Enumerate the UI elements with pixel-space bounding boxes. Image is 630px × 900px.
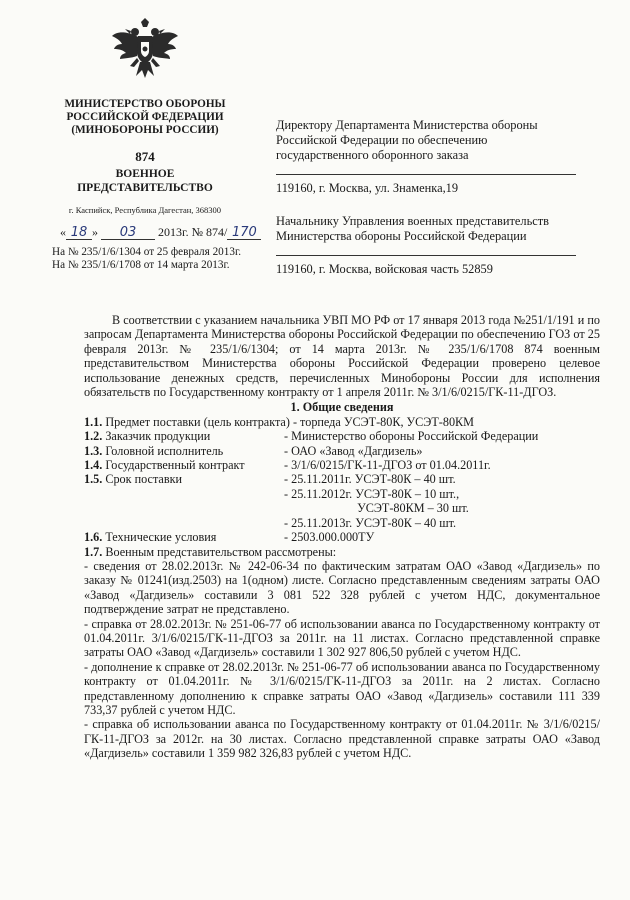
- delivery-line: УСЭТ-80КМ – 30 шт.: [284, 501, 469, 516]
- reply-reference-2: На № 235/1/6/1708 от 14 марта 2013г.: [52, 259, 230, 271]
- list-item: 1.6. Технические условия - 2503.000.000ТУ: [84, 530, 375, 545]
- outgoing-date-number: [40, 225, 257, 240]
- delivery-line: - 25.11.2013г. УСЭТ-80К – 40 шт.: [284, 515, 457, 530]
- list-item: 1.4. Государственный контракт - 3/1/6/0215/ГК-11-ДГОЗ от 01.04.2011г.: [84, 458, 491, 473]
- section-title: 1. Общие сведения: [290, 400, 394, 415]
- unit-address: г. Каспийск, Республика Дагестан, 368300: [68, 205, 222, 215]
- unit-number: 874: [135, 149, 155, 164]
- addressee-2-address: 119160, г. Москва, войсковая часть 52859: [276, 262, 493, 276]
- review-paragraph: - справка от 28.02.2013г. № 251-06-77 об использовании аванса по Государственному контракту от 01.04.2011г. 3/1/6/0215/ГК-11-ДГОЗ за 2011г. на 11 листах. Согласно представленной справке затраты ОАО «Завод «Дагдизель» составили 1 302 927 806,50 рублей с учетом НДС.: [84, 616, 600, 660]
- open-quote: «: [60, 225, 66, 239]
- divider: [276, 173, 576, 175]
- addressee-block: [276, 118, 576, 277]
- handwritten-day: 18: [66, 226, 92, 240]
- intro-paragraph: В соответствии с указанием начальника УВП МО РФ от 17 января 2013 года №251/1/191 и по запросам Департамента Министерства обороны Российской Федерации по обеспечению ГОЗ от 25 февраля 2013г. № 235/1/6/1304; от 14 марта 2013г. № 235/1/6/1708 874 военным представительством Министерства обороны Российской Федерации проверено целевое использование денежных средств, перечисленных Минобороны России для исполнения обязательств по Государственному контракту от 1 апреля 2011г. № 3/1/6/0215/ГК-11-ДГОЗ.: [84, 313, 600, 400]
- list-item: 1.5. Срок поставки - 25.11.2011г. УСЭТ-80К – 40 шт.: [84, 472, 456, 487]
- list-item: 1.1. Предмет поставки (цель контракта) - торпеда УСЭТ-80К, УСЭТ-80КМ: [84, 414, 475, 429]
- review-paragraph: - сведения от 28.02.2013г. № 242-06-34 по фактическим затратам ОАО «Завод «Дагдизель» по заказу № 01241(изд.2503) на 1(одном) листе. Согласно представленным сведениям затраты ОАО «Завод «Дагдизель» составили 3 081 522 328 рублей с учетом НДС, документальное подтверждение затрат не представлено.: [84, 558, 600, 617]
- addressee-2: Начальнику Управления военных представительств Министерства обороны Российской Федерации: [276, 214, 549, 243]
- sender-block: [40, 18, 257, 272]
- double-headed-eagle-emblem-icon: [110, 18, 180, 80]
- list-item: 1.2. Заказчик продукции - Министерство обороны Российской Федерации: [84, 429, 539, 444]
- close-quote: »: [92, 225, 98, 239]
- delivery-line: - 25.11.2012г. УСЭТ-80К – 10 шт.,: [284, 486, 460, 501]
- unit-name: ВОЕННОЕ ПРЕДСТАВИТЕЛЬСТВО: [77, 168, 213, 194]
- ministry-name: МИНИСТЕРСТВО ОБОРОНЫ РОССИЙСКОЙ ФЕДЕРАЦИИ (МИНОБОРОНЫ РОССИИ): [64, 98, 226, 136]
- list-item: 1.3. Головной исполнитель - ОАО «Завод «Дагдизель»: [84, 443, 423, 458]
- reply-reference-1: На № 235/1/6/1304 от 25 февраля 2013г.: [52, 246, 242, 258]
- divider: [276, 254, 576, 256]
- review-paragraph: - справка об использовании аванса по Государственному контракту от 01.04.2011г. № 3/1/6/0215/ГК-11-ДГОЗ за 2012г. на 30 листах. Согласно представленной справке затраты ОАО «Завод «Дагдизель» составили 1 359 982 326,83 рублей с учетом НДС.: [84, 717, 600, 761]
- review-paragraph: - дополнение к справке от 28.02.2013г. № 251-06-77 об использовании аванса по Государственному контракту от 01.04.2011г. № 3/1/6/0215/ГК-11-ДГОЗ за 2011г. на 2 листах. Согласно представленному дополнению к справке затраты ОАО «Завод «Дагдизель» составили 111 339 733,37 рублей с учетом НДС.: [84, 659, 600, 717]
- list-item: 1.7. Военным представительством рассмотрены:: [84, 544, 337, 559]
- letter-body: [84, 313, 600, 761]
- outgoing-year: 2013г.: [158, 225, 189, 239]
- addressee-1-address: 119160, г. Москва, ул. Знаменка,19: [276, 181, 459, 195]
- addressee-1: Директору Департамента Министерства обороны Российской Федерации по обеспечению государственного оборонного заказа: [276, 118, 538, 162]
- handwritten-month: 03: [101, 226, 155, 240]
- outgoing-number-prefix: № 874/: [191, 225, 228, 239]
- handwritten-number: 170: [227, 226, 261, 240]
